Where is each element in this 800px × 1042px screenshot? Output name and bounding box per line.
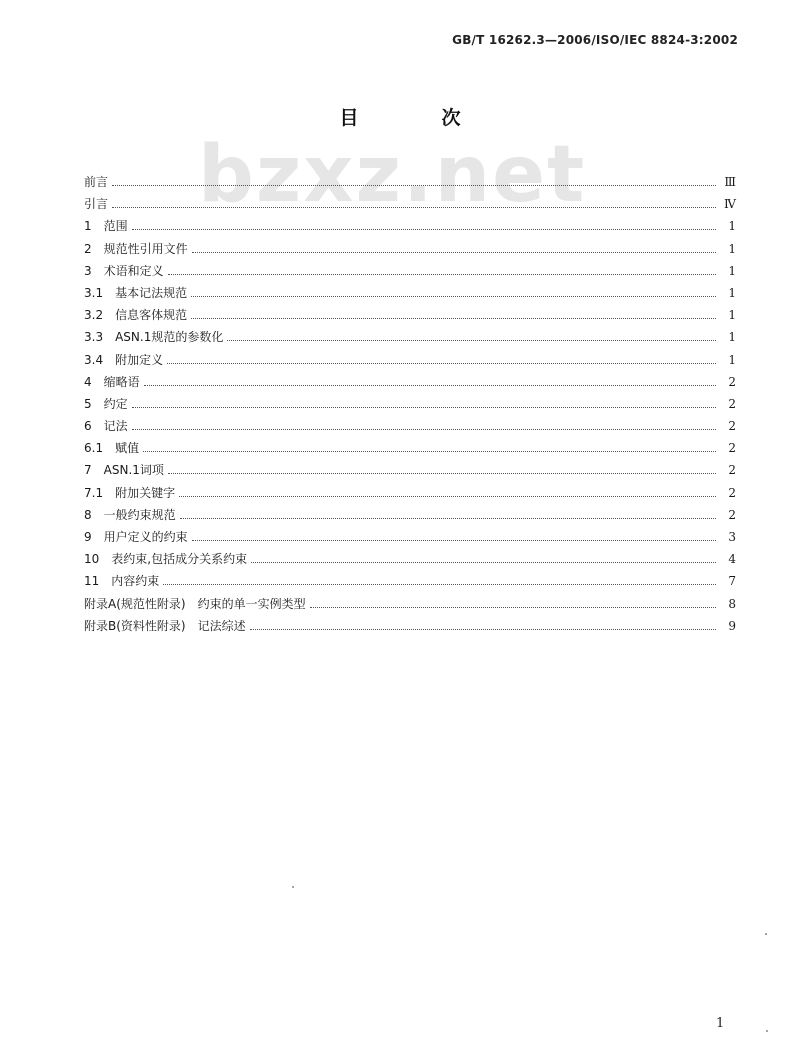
toc-entry-page: 2 [728,441,736,456]
toc-entry-label: 6.1 赋值 [84,441,140,456]
toc-entry-page: 2 [728,419,736,434]
toc-entry [84,548,736,570]
toc-entry-label: 7 ASN.1词项 [84,463,164,478]
toc-entry-label: 3.2 信息客体规范 [84,308,188,323]
toc-dot-leader [168,473,716,474]
scan-speck [765,933,767,935]
toc-entry [84,304,736,326]
toc-entry [84,570,736,592]
toc-dot-leader [168,274,716,275]
toc-title: 目 次 [339,107,493,129]
toc-entry-page: 1 [728,285,736,300]
page-number: 1 [716,1016,725,1031]
toc-entry-label: 3.1 基本记法规范 [84,285,188,300]
toc-dot-leader [132,407,716,408]
toc-dot-leader [192,252,716,253]
toc-entry-label: 9 用户定义的约束 [84,530,188,544]
toc-entry [84,437,736,459]
toc-dot-leader [227,340,716,341]
toc-entry [84,482,736,504]
toc-entry [84,193,736,215]
toc-entry-label: 前言 [84,175,109,189]
toc-entry-label: 附录A(规范性附录) 约束的单一实例类型 [84,596,306,611]
toc-entry-page: 9 [728,618,736,633]
toc-dot-leader [192,540,716,541]
toc-entry-page: 2 [728,507,736,522]
toc-entry-page: 8 [728,596,736,611]
toc-dot-leader [179,496,716,497]
toc-entry-page: 3 [728,530,736,544]
toc-dot-leader [132,429,716,430]
toc-entry-page: 1 [728,330,736,345]
toc-entry [84,326,736,348]
toc-entry-page: 1 [728,241,736,256]
toc-entry [84,238,736,260]
toc-entry [84,171,736,193]
toc-entry [84,393,736,415]
toc-entry-label: 1 范围 [84,219,128,234]
toc-dot-leader [251,562,716,563]
toc-entry-label: 4 缩略语 [84,374,140,389]
toc-entry-label: 11 内容约束 [84,574,160,589]
toc-dot-leader [112,185,716,186]
toc-entry [84,504,736,526]
toc-dot-leader [250,629,716,630]
scan-speck [292,886,294,888]
toc-entry [84,459,736,481]
toc-entry-page: 1 [728,352,736,367]
scan-speck [766,1030,768,1032]
toc-entry-page: 2 [728,463,736,478]
toc-dot-leader [144,385,716,386]
toc-entry-page: Ⅲ [724,175,736,189]
toc-entry-label: 6 记法 [84,419,128,434]
toc-entry [84,526,736,548]
toc-list [84,171,736,637]
toc-dot-leader [163,584,716,585]
toc-dot-leader [191,318,716,319]
standard-number: GB/T 16262.3—2006/ISO/IEC 8824-3:2002 [452,33,738,47]
toc-entry-page: 2 [728,396,736,411]
toc-entry [84,260,736,282]
toc-entry-label: 10 表约束,包括成分关系约束 [84,552,248,567]
toc-entry-page: 4 [728,552,736,567]
toc-entry-label: 3.3 ASN.1规范的参数化 [84,330,224,345]
toc-entry [84,282,736,304]
toc-dot-leader [167,363,716,364]
toc-entry [84,371,736,393]
toc-dot-leader [310,607,716,608]
toc-entry-label: 引言 [84,197,109,212]
toc-entry-label: 3.4 附加定义 [84,352,164,367]
toc-entry [84,415,736,437]
toc-dot-leader [132,229,716,230]
toc-entry-label: 7.1 附加关键字 [84,485,176,500]
watermark: bzxz.net [198,130,587,220]
toc-entry-page: 7 [728,574,736,589]
toc-entry-page: 2 [728,374,736,389]
toc-dot-leader [180,518,716,519]
toc-entry-label: 5 约定 [84,396,128,411]
toc-entry-page: 1 [728,263,736,278]
toc-dot-leader [191,296,716,297]
toc-entry-page: Ⅳ [724,197,736,212]
toc-entry-label: 3 术语和定义 [84,263,164,278]
toc-entry [84,615,736,637]
toc-entry [84,215,736,237]
toc-entry [84,349,736,371]
toc-entry-page: 1 [728,308,736,323]
toc-dot-leader [112,207,716,208]
toc-entry-label: 附录B(资料性附录) 记法综述 [84,618,246,633]
toc-entry-label: 2 规范性引用文件 [84,241,188,256]
toc-entry-page: 2 [728,485,736,500]
toc-entry-page: 1 [728,219,736,234]
toc-dot-leader [143,451,716,452]
toc-entry [84,593,736,615]
toc-entry-label: 8 一般约束规范 [84,507,176,522]
